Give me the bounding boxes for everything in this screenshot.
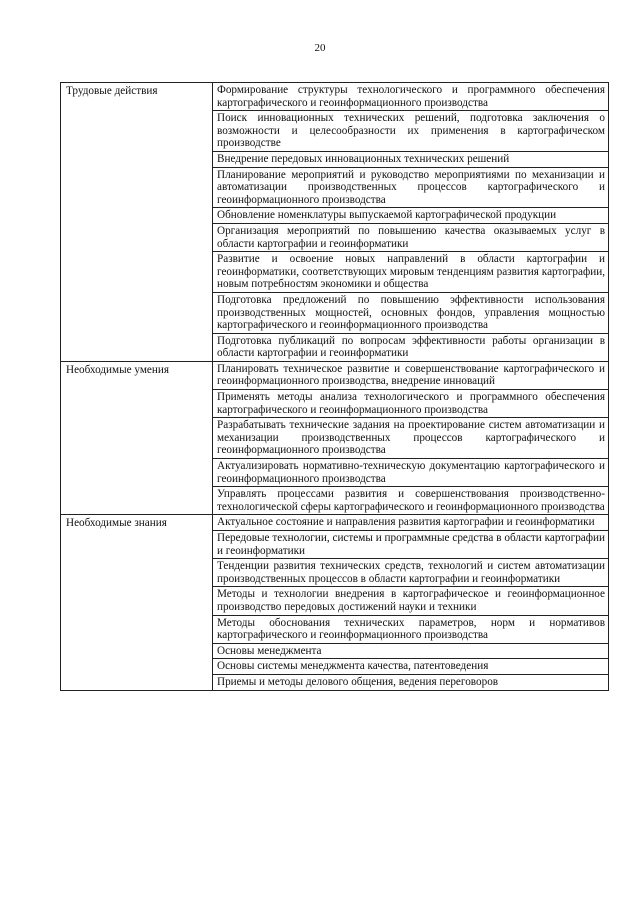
table-cell-item: Поиск инновационных технических решений, подготовка заключения о возможности и целесообразности их применения в картографическом производстве [213, 111, 609, 152]
table-cell-item: Актуализировать нормативно-техническую документацию картографического и геоинформационного производства [213, 459, 609, 487]
competency-table [60, 82, 609, 691]
table-cell-item: Методы обоснования технических параметров, норм и нормативов картографического и геоинформационного производства [213, 615, 609, 643]
table-cell-item: Формирование структуры технологического и программного обеспечения картографического и геоинформационного производства [213, 83, 609, 111]
table-cell-item: Тенденции развития технических средств, технологий и систем автоматизации производственных процессов в области картографии и геоинформатики [213, 559, 609, 587]
table-cell-item: Основы менеджмента [213, 643, 609, 659]
table-cell-item: Планировать техническое развитие и совершенствование картографического и геоинформационного производства, внедрение инноваций [213, 361, 609, 389]
table-cell-item: Актуальное состояние и направления развития картографии и геоинформатики [213, 515, 609, 531]
table-cell-item: Управлять процессами развития и совершенствования производственно-технологической сферы картографического и геоинформационного производства [213, 487, 609, 515]
table-row [61, 83, 609, 111]
table-cell-item: Организация мероприятий по повышению качества оказываемых услуг в области картографии и геоинформатики [213, 223, 609, 251]
table-cell-item: Передовые технологии, системы и программные средства в области картографии и геоинформатики [213, 531, 609, 559]
section-label-required-knowledge: Необходимые знания [61, 515, 213, 690]
section-label-labor-actions: Трудовые действия [61, 83, 213, 362]
table-cell-item: Обновление номенклатуры выпускаемой картографической продукции [213, 208, 609, 224]
table-cell-item: Подготовка публикаций по вопросам эффективности работы организации в области картографии и геоинформатики [213, 333, 609, 361]
table-cell-item: Планирование мероприятий и руководство мероприятиями по механизации и автоматизации производственных процессов картографического и геоинформационного производства [213, 167, 609, 208]
table-cell-item: Приемы и методы делового общения, ведения переговоров [213, 674, 609, 690]
table-row [61, 361, 609, 389]
section-label-required-skills: Необходимые умения [61, 361, 213, 515]
table-cell-item: Применять методы анализа технологического и программного обеспечения картографического и геоинформационного производства [213, 390, 609, 418]
table-cell-item: Методы и технологии внедрения в картографическое и геоинформационное производство передовых достижений науки и техники [213, 587, 609, 615]
table-cell-item: Основы системы менеджмента качества, патентоведения [213, 659, 609, 675]
table-cell-item: Подготовка предложений по повышению эффективности использования производственных мощностей, основных фондов, управления мощностью картографического и геоинформационного производства [213, 292, 609, 333]
table-cell-item: Внедрение передовых инновационных технических решений [213, 151, 609, 167]
table-cell-item: Развитие и освоение новых направлений в области картографии и геоинформатики, соответствующих мировым тенденциям развития картографии, новым потребностям экономики и общества [213, 252, 609, 293]
table-row [61, 515, 609, 531]
page-number: 20 [314, 42, 326, 54]
table-cell-item: Разрабатывать технические задания на проектирование систем автоматизации и механизации производственных процессов картографического и геоинформационного производства [213, 418, 609, 459]
